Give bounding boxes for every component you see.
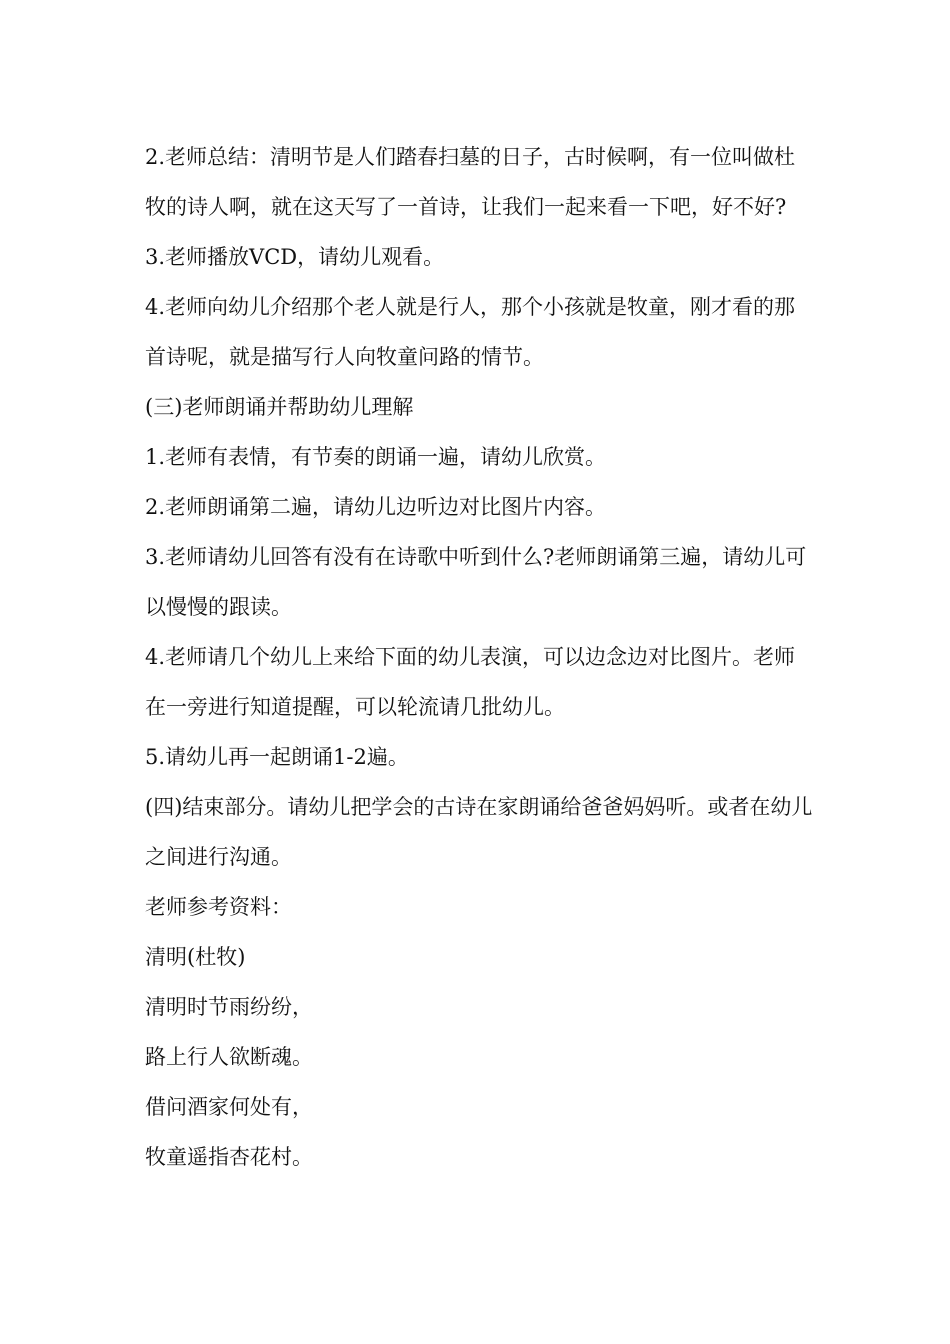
document-body bbox=[145, 132, 815, 1182]
section-heading-recite: (三)老师朗诵并帮助幼儿理解 bbox=[145, 395, 414, 419]
poem-title: 清明(杜牧) bbox=[145, 945, 246, 969]
section-heading-ending: (四)结束部分。请幼儿把学会的古诗在家朗诵给爸爸妈妈听。或者在幼儿之间进行沟通。 bbox=[145, 795, 813, 869]
paragraph-recite-second: 2.老师朗诵第二遍，请幼儿边听边对比图片内容。 bbox=[145, 495, 607, 519]
poem-line: 路上行人欲断魂。 bbox=[145, 1045, 313, 1069]
paragraph-recite-third: 3.老师请幼儿回答有没有在诗歌中听到什么?老师朗诵第三遍，请幼儿可以慢慢的跟读。 bbox=[145, 545, 807, 619]
paragraph-introduce: 4.老师向幼儿介绍那个老人就是行人，那个小孩就是牧童，刚才看的那首诗呢，就是描写行人向牧童问路的情节。 bbox=[145, 295, 796, 369]
poem-line: 清明时节雨纷纷， bbox=[145, 995, 313, 1019]
poem-line: 借问酒家何处有， bbox=[145, 1095, 313, 1119]
reference-label: 老师参考资料： bbox=[145, 895, 292, 919]
paragraph-summary: 2.老师总结：清明节是人们踏春扫墓的日子，古时候啊，有一位叫做杜牧的诗人啊，就在这天写了一首诗，让我们一起来看一下吧，好不好? bbox=[145, 145, 796, 219]
paragraph-recite-first: 1.老师有表情，有节奏的朗诵一遍，请幼儿欣赏。 bbox=[145, 445, 607, 469]
paragraph-recite-again: 5.请幼儿再一起朗诵1-2遍。 bbox=[145, 745, 409, 769]
paragraph-play-vcd: 3.老师播放VCD，请幼儿观看。 bbox=[145, 245, 445, 269]
poem-line: 牧童遥指杏花村。 bbox=[145, 1145, 313, 1169]
paragraph-performance: 4.老师请几个幼儿上来给下面的幼儿表演，可以边念边对比图片。老师在一旁进行知道提醒，可以轮流请几批幼儿。 bbox=[145, 645, 796, 719]
